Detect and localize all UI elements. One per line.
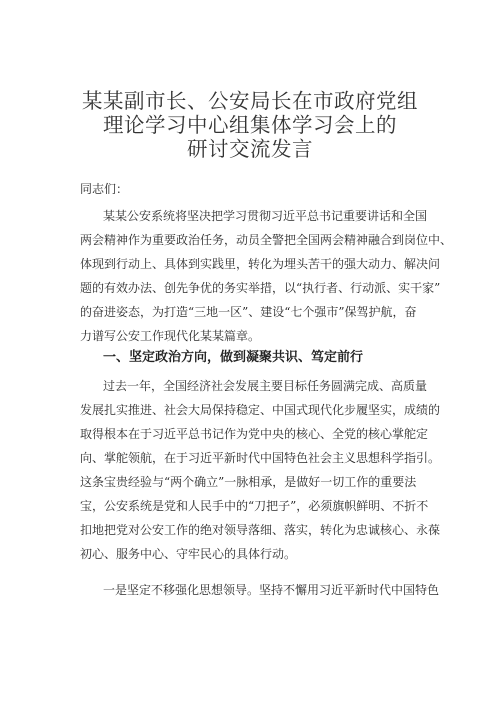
intro-line-5: 的奋进姿态，为打造“三地一区”、建设“七个强市”保驾护航，奋 [80,305,417,319]
section1-line-1: 过去一年，全国经济社会发展主要目标任务圆满完成、高质量 [103,379,428,393]
section-heading-1: 一、坚定政治方向，做到凝聚共识、笃定前行 [103,350,364,365]
intro-line-2: 两会精神作为重要政治任务，动员全警把全国两会精神融合到岗位中、 [80,233,453,247]
intro-line-1: 某某公安系统将坚决把学习贯彻习近平总书记重要讲话和全国 [103,209,428,223]
document-title-line-1: 某某副市长、公安局长在市政府党组 [82,89,418,113]
salutation: 同志们： [80,182,129,196]
section1-line-8: 初心、服务中心、守牢民心的具体行动。 [80,547,297,561]
document-title-line-2: 理论学习中心组集体学习会上的 [103,113,397,137]
section1-line-4: 向、掌舵领航，在于习近平新时代中国特色社会主义思想科学指引。 [80,451,441,465]
section1-line-5: 这条宝贵经验与“两个确立”一脉相承，是做好一切工作的重要法 [80,475,417,489]
section1-point1-line-1: 一是坚定不移强化思想领导。坚持不懈用习近平新时代中国特色 [103,583,440,597]
intro-line-4: 题的有效办法、创先争优的务实举措，以“执行者、行动派、实干家” [80,281,441,295]
intro-line-3: 体现到行动上、具体到实践里，转化为埋头苦干的强大动力、解决问 [80,257,441,271]
section1-line-7: 扣地把党对公安工作的绝对领导落细、落实，转化为忠诚核心、永葆 [80,523,441,537]
intro-line-6: 力谱写公安工作现代化某某篇章。 [80,329,261,343]
document-title-line-3: 研讨交流发言 [187,137,313,161]
section1-line-3: 取得根本在于习近平总书记作为党中央的核心、全党的核心掌舵定 [80,427,429,441]
section1-line-2: 发展扎实推进、社会大局保持稳定、中国式现代化步履坚实，成绩的 [80,403,441,417]
section1-line-6: 宝，公安系统是党和人民手中的“刀把子”，必须旗帜鲜明、不折不 [80,499,429,513]
